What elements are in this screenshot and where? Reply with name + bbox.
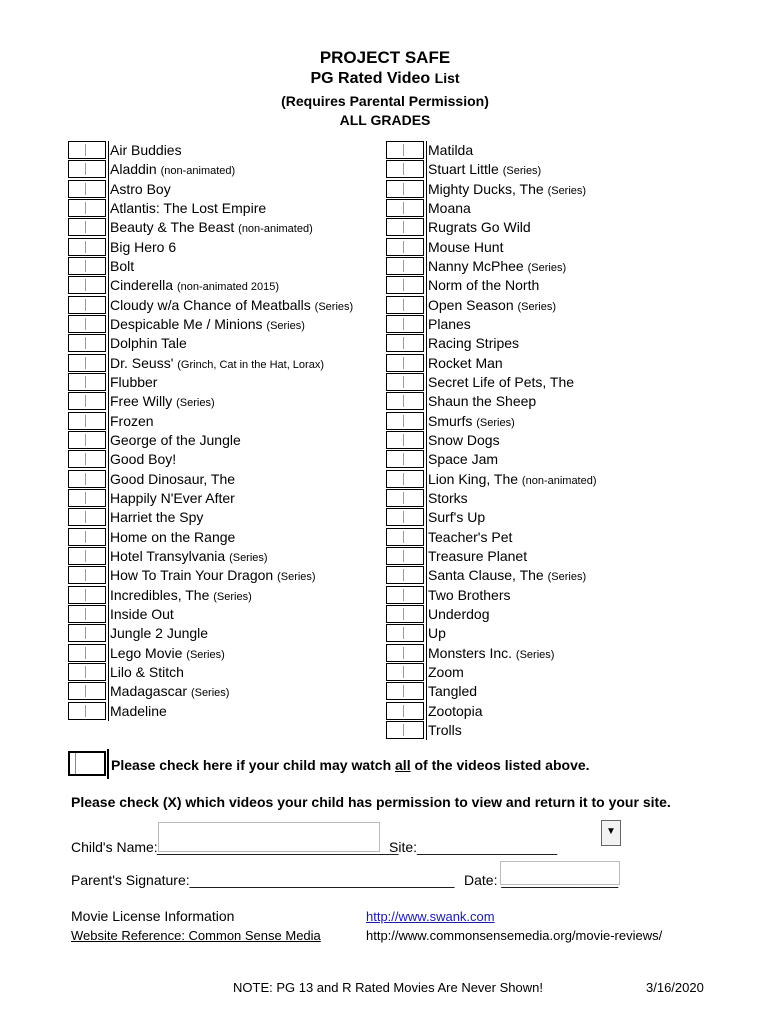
video-label	[110, 355, 324, 374]
video-title: Madeline	[110, 702, 167, 719]
video-checkbox[interactable]	[68, 160, 106, 178]
date-field[interactable]	[500, 861, 620, 885]
video-label	[428, 529, 512, 546]
video-checkbox[interactable]	[386, 508, 424, 526]
video-title: Rugrats Go Wild	[428, 219, 531, 236]
site-label: Site:__________________	[389, 839, 558, 855]
video-label	[110, 142, 182, 159]
video-title: Astro Boy	[110, 180, 171, 197]
permission-note: (Requires Parental Permission)	[281, 93, 489, 109]
video-label	[110, 277, 279, 296]
page-title: PROJECT SAFE	[319, 48, 451, 67]
video-title: Big Hero 6	[110, 238, 177, 255]
subtitle-main: PG Rated Video	[310, 70, 431, 87]
all-videos-emphasis: all	[395, 757, 411, 773]
video-checkbox[interactable]	[386, 566, 424, 584]
video-title: Jungle 2 Jungle	[110, 625, 209, 642]
footer-note: NOTE: PG 13 and R Rated Movies Are Never Shown!	[233, 980, 543, 995]
video-note: (Series)	[213, 590, 252, 603]
video-checkbox[interactable]	[386, 334, 424, 352]
video-checkbox[interactable]	[68, 199, 106, 217]
video-checkbox[interactable]	[68, 141, 106, 159]
instruction-text: Please check (X) which videos your child has permission to view and return it to your site.	[71, 794, 671, 810]
video-title: Rocket Man	[428, 354, 503, 371]
video-checkbox[interactable]	[386, 470, 424, 488]
video-title: Mighty Ducks, The	[428, 180, 544, 197]
video-title: Teacher's Pet	[428, 528, 513, 545]
video-label	[428, 567, 586, 586]
video-label	[110, 432, 241, 449]
video-note: (Grinch, Cat in the Hat, Lorax)	[177, 358, 324, 371]
video-checkbox[interactable]	[386, 392, 424, 410]
video-label	[110, 393, 215, 412]
date-label: Date: _______________	[464, 872, 619, 888]
video-checkbox[interactable]	[386, 412, 424, 430]
video-label	[110, 239, 176, 256]
video-label	[110, 587, 252, 606]
video-title: Shaun the Sheep	[428, 393, 537, 410]
video-title: Planes	[428, 315, 471, 332]
video-title: Moana	[428, 199, 471, 216]
video-title: Lilo & Stitch	[110, 663, 184, 680]
video-checkbox[interactable]	[68, 605, 106, 623]
video-title: Up	[428, 625, 446, 642]
subtitle-small: List	[434, 70, 460, 86]
child-name-field[interactable]	[158, 822, 380, 852]
video-label	[428, 587, 510, 604]
video-checkbox[interactable]	[386, 373, 424, 391]
video-title: Frozen	[110, 412, 154, 429]
video-checkbox[interactable]	[68, 624, 106, 642]
video-checkbox[interactable]	[386, 238, 424, 256]
video-label	[428, 142, 473, 159]
video-checkbox[interactable]	[386, 586, 424, 604]
video-checkbox[interactable]	[386, 296, 424, 314]
video-title: Mouse Hunt	[428, 238, 504, 255]
video-label	[428, 316, 471, 333]
video-checkbox[interactable]	[386, 663, 424, 681]
video-checkbox[interactable]	[386, 431, 424, 449]
video-checkbox[interactable]	[68, 702, 106, 720]
footer-date: 3/16/2020	[646, 980, 704, 995]
video-label	[428, 703, 482, 720]
video-title: Treasure Planet	[428, 547, 528, 564]
video-title: Aladdin	[110, 161, 157, 178]
video-label	[428, 161, 541, 180]
video-note: (Series)	[502, 165, 542, 178]
video-title: Underdog	[428, 605, 490, 622]
all-videos-label	[111, 757, 590, 773]
video-title: Zoom	[428, 663, 464, 680]
video-note: (Series)	[277, 571, 316, 584]
video-label	[428, 432, 500, 449]
video-title: Two Brothers	[428, 586, 511, 603]
video-label	[110, 664, 184, 681]
video-title: Cloudy w/a Chance of Meatballs	[110, 296, 311, 313]
video-label	[110, 181, 171, 198]
video-note: (Series)	[190, 687, 230, 700]
video-title: Monsters Inc.	[428, 644, 513, 661]
video-title: Incredibles, The	[110, 586, 210, 603]
video-title: Atlantis: The Lost Empire	[110, 199, 267, 216]
video-label	[428, 413, 515, 432]
video-title: Storks	[428, 489, 468, 506]
video-label	[110, 451, 176, 468]
video-label	[110, 297, 353, 316]
video-title: Lego Movie	[110, 644, 183, 661]
video-checkbox[interactable]	[386, 547, 424, 565]
video-note: (non-animated)	[160, 165, 236, 178]
video-note: (non-animated)	[521, 474, 597, 487]
video-checkbox[interactable]	[386, 644, 424, 662]
video-checkbox[interactable]	[68, 276, 106, 294]
video-checkbox[interactable]	[68, 238, 106, 256]
video-label	[110, 509, 203, 526]
video-note: (Series)	[229, 551, 268, 564]
video-note: (Series)	[547, 571, 587, 584]
video-label	[428, 645, 554, 664]
video-title: How To Train Your Dragon	[110, 567, 274, 584]
video-label	[110, 200, 266, 217]
video-label	[110, 374, 157, 391]
video-title: Bolt	[110, 257, 135, 274]
video-checkbox[interactable]	[386, 257, 424, 275]
video-label	[110, 606, 174, 623]
video-checkbox[interactable]	[386, 682, 424, 700]
video-title: Snow Dogs	[428, 431, 500, 448]
video-label	[110, 548, 268, 567]
video-title: Cinderella	[110, 277, 174, 294]
video-label	[110, 683, 229, 702]
video-checkbox[interactable]	[386, 528, 424, 546]
video-title: Surf's Up	[428, 509, 486, 526]
video-title: Dr. Seuss'	[110, 354, 174, 371]
video-checkbox[interactable]	[386, 141, 424, 159]
video-title: Nanny McPhee	[428, 257, 524, 274]
video-checkbox[interactable]	[68, 334, 106, 352]
video-note: (Series)	[476, 416, 515, 429]
video-label	[110, 471, 235, 488]
video-checkbox[interactable]	[68, 547, 106, 565]
video-checkbox[interactable]	[68, 180, 106, 198]
parent-signature-label: Parent's Signature:__________________________________	[71, 872, 455, 888]
video-label	[428, 664, 464, 681]
video-title: Air Buddies	[110, 142, 182, 158]
video-label	[428, 219, 531, 236]
video-checkbox[interactable]	[68, 218, 106, 236]
video-checkbox[interactable]	[386, 605, 424, 623]
video-label	[110, 645, 225, 664]
video-title: Open Season	[428, 296, 514, 313]
page-subtitle	[0, 70, 770, 88]
video-label	[428, 490, 468, 507]
video-note: (Series)	[314, 300, 354, 313]
video-label	[428, 181, 586, 200]
video-note: (non-animated 2015)	[176, 281, 280, 294]
video-checkbox[interactable]	[68, 644, 106, 662]
site-dropdown-button[interactable]	[601, 820, 621, 846]
video-title: Happily N'Ever After	[110, 489, 235, 506]
video-checkbox[interactable]	[386, 160, 424, 178]
all-videos-text-after: of the videos listed above.	[410, 757, 590, 773]
video-label	[428, 200, 471, 217]
video-label	[428, 625, 446, 642]
video-checkbox[interactable]	[68, 682, 106, 700]
video-title: Harriet the Spy	[110, 509, 204, 526]
video-label	[428, 683, 477, 700]
video-note: (Series)	[527, 261, 567, 274]
video-checkbox[interactable]	[68, 257, 106, 275]
video-checkbox[interactable]	[386, 218, 424, 236]
video-label	[428, 374, 574, 391]
video-title: Smurfs	[428, 412, 473, 429]
video-label	[428, 239, 503, 256]
video-title: Lion King, The	[428, 470, 519, 487]
video-note: (Series)	[517, 300, 557, 313]
video-checkbox[interactable]	[68, 663, 106, 681]
video-label	[110, 316, 305, 335]
video-title: Free Willy	[110, 393, 173, 410]
video-label	[428, 509, 485, 526]
video-checkbox[interactable]	[68, 392, 106, 410]
video-label	[428, 277, 539, 294]
video-label	[428, 335, 519, 352]
child-name-line: _______________________________	[157, 839, 399, 855]
video-label	[110, 219, 313, 238]
video-title: Stuart Little	[428, 161, 499, 178]
video-title: Tangled	[428, 683, 478, 700]
video-label	[428, 548, 527, 565]
common-sense-media-url: http://www.commonsensemedia.org/movie-reviews/	[366, 928, 663, 943]
video-label	[110, 258, 134, 275]
video-title: Racing Stripes	[428, 335, 520, 352]
video-checkbox[interactable]	[68, 296, 106, 314]
video-title: Madagascar	[110, 683, 188, 700]
video-label	[110, 625, 208, 642]
video-label	[428, 471, 597, 490]
video-label	[428, 606, 490, 623]
all-videos-checkbox[interactable]	[68, 751, 106, 776]
video-title: Dolphin Tale	[110, 335, 187, 352]
video-checkbox[interactable]	[68, 431, 106, 449]
all-videos-divider	[107, 749, 109, 779]
video-title: Inside Out	[110, 605, 174, 622]
video-title: Secret Life of Pets, The	[428, 373, 575, 390]
video-checkbox[interactable]	[68, 566, 106, 584]
video-checkbox[interactable]	[386, 624, 424, 642]
video-checkbox[interactable]	[68, 354, 106, 372]
video-label	[428, 451, 498, 468]
video-label	[110, 529, 235, 546]
video-checkbox[interactable]	[68, 315, 106, 333]
video-checkbox[interactable]	[386, 450, 424, 468]
video-note: (Series)	[547, 184, 587, 197]
video-checkbox[interactable]	[68, 373, 106, 391]
all-videos-text-before: Please check here if your child may watch	[111, 757, 396, 773]
video-checkbox[interactable]	[386, 354, 424, 372]
video-title: Good Boy!	[110, 451, 177, 468]
video-note: (Series)	[515, 648, 555, 661]
video-title: Matilda	[428, 142, 474, 158]
video-checkbox[interactable]	[386, 199, 424, 217]
video-checkbox[interactable]	[386, 702, 424, 720]
video-label	[110, 703, 167, 720]
video-checkbox[interactable]	[386, 180, 424, 198]
video-label	[110, 567, 316, 586]
video-checkbox[interactable]	[68, 412, 106, 430]
video-checkbox[interactable]	[68, 528, 106, 546]
video-label	[110, 413, 154, 430]
swank-link[interactable]: http://www.swank.com	[366, 909, 495, 924]
video-title: Home on the Range	[110, 528, 236, 545]
video-note: (Series)	[176, 397, 215, 410]
video-title: Despicable Me / Minions	[110, 315, 263, 332]
video-title: Hotel Transylvania	[110, 547, 226, 564]
video-title: Flubber	[110, 373, 158, 390]
video-checkbox[interactable]	[386, 315, 424, 333]
video-label	[428, 355, 503, 372]
video-title: Santa Clause, The	[428, 567, 544, 584]
child-name-label: Child's Name:	[71, 839, 158, 855]
chevron-down-icon: ▼	[606, 826, 616, 837]
video-checkbox[interactable]	[386, 721, 424, 739]
video-checkbox[interactable]	[68, 450, 106, 468]
video-label	[428, 393, 536, 410]
video-label	[110, 490, 235, 507]
video-label	[428, 258, 566, 277]
video-label	[110, 335, 187, 352]
video-label	[428, 297, 556, 316]
video-label	[428, 722, 462, 739]
video-note: (Series)	[186, 648, 225, 661]
video-checkbox[interactable]	[386, 489, 424, 507]
grades-label: ALL GRADES	[339, 112, 431, 128]
video-title: Trolls	[428, 721, 462, 738]
video-checkbox[interactable]	[68, 489, 106, 507]
video-label	[110, 161, 235, 180]
video-title: Beauty & The Beast	[110, 219, 235, 236]
video-title: Space Jam	[428, 451, 499, 468]
video-checkbox[interactable]	[68, 508, 106, 526]
video-note: (Series)	[266, 319, 305, 332]
video-title: Norm of the North	[428, 277, 540, 294]
website-reference-label: Website Reference: Common Sense Media	[71, 928, 321, 943]
video-title: Good Dinosaur, The	[110, 470, 236, 487]
video-title: Zootopia	[428, 702, 483, 719]
video-note: (non-animated)	[238, 223, 313, 236]
video-checkbox[interactable]	[68, 586, 106, 604]
video-title: George of the Jungle	[110, 431, 241, 448]
video-checkbox[interactable]	[68, 470, 106, 488]
movie-license-label: Movie License Information	[71, 908, 235, 924]
video-checkbox[interactable]	[386, 276, 424, 294]
